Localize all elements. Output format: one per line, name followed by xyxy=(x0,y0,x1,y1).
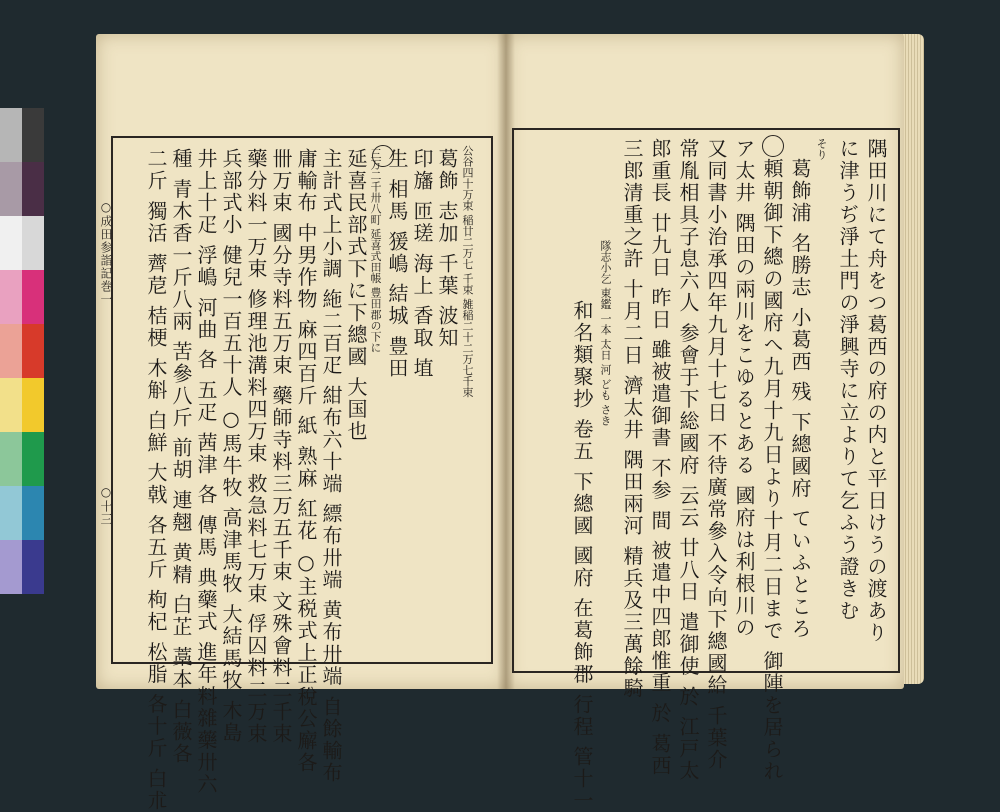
text-column: 三郎清重之許 十月二日 濟太井 隅田兩河 精兵及三萬餘騎 xyxy=(620,138,644,700)
text-column: そり xyxy=(815,138,828,160)
circle-mark xyxy=(372,145,394,167)
text-column: 隅田川にて舟をつ葛西の府の内と平日けうの渡あり xyxy=(864,138,888,644)
text-column: 印旛 匝瑳 海上 香取 埴 xyxy=(410,148,434,380)
page-number: ○十三 xyxy=(99,485,113,526)
text-column: 二斤 獨活 薺苨 桔梗 木斛 白鮮 大戟 各五斤 枸杞 松脂 各十斤 白朮 xyxy=(144,148,168,812)
text-column: 常胤相具子息六人 参會于下総國府 云云 廿八日 遣御使 於 江戸太 xyxy=(676,138,700,783)
text-column: 生 相馬 猨嶋 結城 豊田 xyxy=(385,148,409,380)
text-column: 井上十疋 浮嶋 河曲 各 五疋 茜津 各 傳馬 典藥式 進年料雜藥卅六 xyxy=(194,148,218,796)
text-column: 頼朝御下總の國府へ九月十九日より十月二日まで 御陣を居られ xyxy=(760,158,784,783)
text-column: ア太井 隅田の兩川をこゆるとある 國府は利根川の xyxy=(732,138,756,639)
text-column: 藥分料一万束 修理池溝料四万束 救急料七万束 俘囚料二万束 xyxy=(244,148,268,746)
text-column: 庸輸布 中男作物 麻四百斤 紙 熟麻 紅花 ○主税式上正稅公廨各 xyxy=(294,148,318,775)
text-column: 種 青木香一斤八兩 苦參八斤 前胡 連翹 黄精 白芷 藁本 白薇各 xyxy=(169,148,193,765)
text-column: 和名類聚抄 卷五 下總國 國府 在葛飾郡 行程 管十一 xyxy=(570,300,594,812)
text-column: 卌万束 國分寺料五万束 藥師寺料三万五千束 文殊會料二千束 xyxy=(269,148,293,746)
text-column: に津うぢ淨土門の淨興寺に立よりて乞ふう證きむ xyxy=(836,138,860,622)
color-calibration-strip xyxy=(0,108,44,608)
text-column: 兵部式小 健兒一百五十人 ○馬牛牧 高津馬牧 大結馬牧 木島 xyxy=(219,148,243,744)
text-column: 葛飾浦 名勝志 小葛西 残 下總國府 ていふところ xyxy=(788,158,812,640)
circle-mark xyxy=(762,135,784,157)
text-column: 主計式上小調 絁二百疋 紺布六十端 縹布卅端 黄布卅端 自餘輸布 xyxy=(319,148,343,784)
text-column: 公谷四十万束 稲廿二万七 千束 雑稲二十二万七千束 xyxy=(461,145,474,398)
text-column: 葛飾 志加 千葉 波知 xyxy=(435,148,459,350)
text-column: 郎重長 廿九日 昨日 雖被遣御書 不参 間 被遣中四郎惟重 於 葛西 xyxy=(648,138,672,777)
book-title-margin: ○成田参詣記巻一 xyxy=(99,200,113,306)
text-column: 又同書小治承四年九月十七日 不待廣常參入令向下總國給 千葉介 xyxy=(704,138,728,771)
text-column: 三万二千卅八町 延喜式田帳 豊田郡の下に xyxy=(369,148,382,353)
text-column: 延喜民部式下に下總國 大国也 xyxy=(344,148,368,443)
text-column: 隊志小乞 東鑑 一本 太日 河 ども さき xyxy=(599,240,612,426)
